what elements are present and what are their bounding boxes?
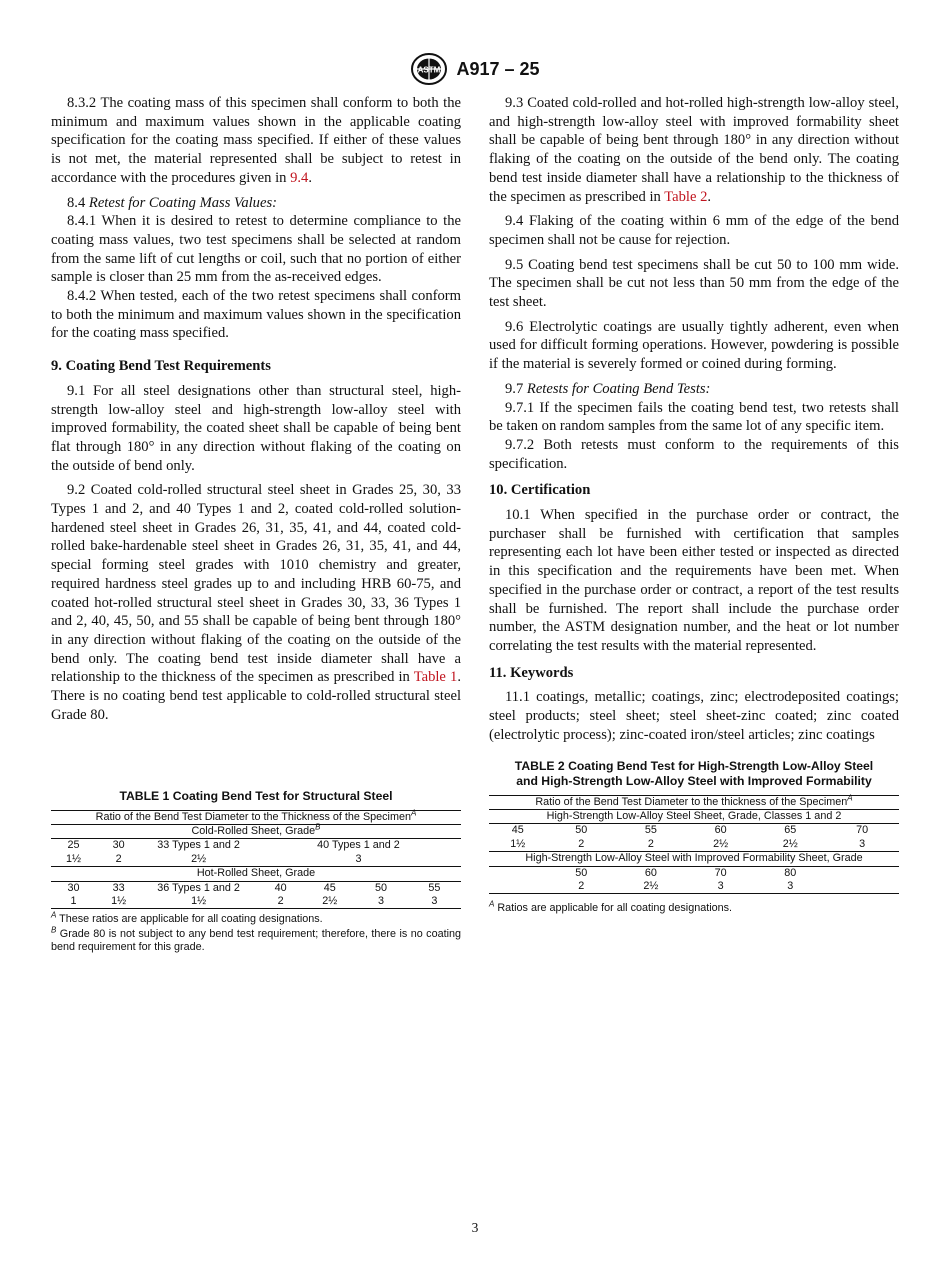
table-cell: 55: [644, 824, 657, 837]
section-heading-9: 9. Coating Bend Test Requirements: [51, 358, 271, 375]
table-cell: 50: [575, 866, 588, 879]
table-cell: 60: [644, 866, 657, 879]
table-row: [51, 895, 461, 909]
table-1: [51, 789, 461, 955]
table-cell: 2½: [305, 895, 354, 909]
table-cell: 1½: [141, 895, 256, 909]
table-cell: 80: [784, 866, 797, 879]
table-cell: 2½: [713, 837, 729, 850]
table-cell: 1: [51, 895, 96, 909]
table-cell: 45: [323, 881, 336, 894]
paragraph-10-1: 10.1 When specified in the purchase order or contract, the purchaser shall be furnished with certification that samples representing each lot have been either tested or inspected as directed in this specification and the requirements have been met. When specified in the purchase order or contract, a report of the test results shall be furnished. The report shall include the purchase order number, the ASTM designation number, and the heat or lot number correlating the test results with the material represented.: [489, 507, 899, 654]
table-cell: 36 Types 1 and 2: [157, 881, 240, 894]
page-number: 3: [471, 1220, 479, 1235]
paragraph-9-7: 9.7 Retests for Coating Bend Tests:: [505, 380, 711, 397]
paragraph-9-7-2: 9.7.2 Both retests must conform to the requirements of this specification.: [489, 436, 899, 472]
table-cell: 25: [67, 839, 80, 852]
table-2-title-line-2: and High-Strength Low-Alloy Steel with Improved Formability: [516, 773, 872, 788]
table-cell: 40 Types 1 and 2: [317, 839, 400, 852]
table-2-improved-header: High-Strength Low-Alloy Steel with Improved Formability Sheet, Grade: [489, 852, 899, 866]
paragraph-8-4-1: 8.4.1 When it is desired to retest to determine compliance to the coating mass values, two test specimens shall be selected at random from the same lift of cut lengths or coil, such that no portion of either sample is closer than 25 mm from the as-received edges.: [51, 213, 461, 286]
table-row: [51, 853, 461, 867]
table-cell: 3: [859, 837, 866, 850]
table-1-footnote-b: $^B$ Grade 80 is not subject to any bend test requirement; therefore, there is no coating bend requirement for this grade.: [51, 925, 461, 954]
section-title-8-4: Retest for Coating Mass Values:: [88, 194, 277, 211]
table-row: [51, 839, 461, 853]
table-cell: 30: [112, 839, 125, 852]
table-cell: 2: [256, 895, 305, 909]
table-row: [489, 866, 899, 880]
table-cell: [825, 866, 899, 880]
table-cell: 3: [755, 880, 825, 894]
table-cell: 2: [578, 837, 585, 850]
paragraph-9-4: 9.4 Flaking of the coating within 6 mm of the edge of the bend specimen shall not be cause for rejection.: [489, 213, 899, 248]
table-cell: 1½: [66, 852, 82, 865]
standard-designation: A917 – 25: [456, 58, 540, 79]
paragraph-9-5: 9.5 Coating bend test specimens shall be cut 50 to 100 mm wide. The specimen shall be cut not less than 50 mm from the edge of the test sheet.: [489, 256, 899, 311]
table-cell: [489, 880, 546, 894]
table-cell: 33: [112, 881, 125, 894]
table-cell: 3: [354, 895, 407, 909]
paragraph-9-2: 9.2 Coated cold-rolled structural steel sheet in Grades 25, 30, 33 Types 1 and 2, and 40 Types 1 and 2, coated cold-rolled solution-hardened steel sheet in Grades 26, 31, 35, 41, and 44, coated cold-rolled bake-hardenable steel sheet in Grades 26, 31, 35, 41, and 44, special forming steel grades with 1010 chemistry and greater, required hardness steel grades up to and including HRB 60-75, and coated hot-rolled structural steel sheet in Grades 30, 33, 36 Types 1 and 2, 40, 45, 50, and 55 shall be capable of being bent through 180° in any direction without flaking of the coating on the outside of the bend only. The coating bend test inside diameter shall have a relationship to the thickness of the specimen as prescribed in Table 1. There is no coating bend test applicable to cold-rolled structural steel Grade 80.: [51, 482, 461, 723]
right-column: [489, 94, 899, 916]
table-cell: 1½: [510, 837, 526, 850]
paragraph-8-3-2: 8.3.2 The coating mass of this specimen shall conform to both the minimum and maximum values shown in the applicable coating specification for the coating mass specified. If either of these values is not met, the material represented shall be subject to retest in accordance with the procedures given in 9.4.: [51, 95, 461, 186]
table-cell: 2: [546, 880, 616, 894]
paragraph-8-4-2: 8.4.2 When tested, each of the two retest specimens shall conform to both the minimum and maximum values shown in the specification for the coating mass specified.: [51, 288, 461, 342]
table-cell: 3: [686, 880, 756, 894]
paragraph-9-6: 9.6 Electrolytic coatings are usually tightly adherent, even when used for difficult forming operations. However, powdering is possible if the material is severely formed or coined during forming.: [489, 318, 899, 373]
table-cell: 2: [647, 837, 654, 850]
table-cell: 50: [375, 881, 388, 894]
table-2-hsla-header: High-Strength Low-Alloy Steel Sheet, Grade, Classes 1 and 2: [489, 809, 899, 823]
section-link-9-4[interactable]: 9.4: [290, 169, 309, 186]
table-cell: 33 Types 1 and 2: [157, 839, 240, 852]
left-column: [51, 94, 461, 955]
table-cell: 70: [714, 866, 727, 879]
table-cell: 2: [115, 852, 122, 865]
table-1-footnote-a: $^A$ These ratios are applicable for all coating designations.: [51, 910, 323, 926]
paragraph-9-3: 9.3 Coated cold-rolled and hot-rolled high-strength low-alloy steel, and high-strength low-alloy steel with improved formability sheet shall be capable of being bent through 180° in any direction without flaking of the coating on the outside of the bend only. The coating bend test inside diameter shall have a relationship to the thickness of the specimen as prescribed in Table 2.: [489, 95, 899, 205]
table-link-1[interactable]: Table 1: [413, 669, 458, 686]
astm-logo-icon: [410, 52, 448, 86]
table-row: [489, 824, 899, 838]
table-2-title-line-1: TABLE 2 Coating Bend Test for High-Strength Low-Alloy Steel: [514, 758, 874, 773]
table-cell: 45: [511, 824, 524, 837]
table-cell: 3: [355, 852, 362, 865]
table-cell: 1½: [96, 895, 141, 909]
table-1-cold-header: Cold-Rolled Sheet, Grade$^B$: [51, 824, 461, 838]
table-2-grid: [489, 792, 899, 895]
table-cell: 2½: [616, 880, 686, 894]
section-title-9-7: Retests for Coating Bend Tests:: [526, 380, 711, 397]
table-cell: 3: [408, 895, 461, 909]
table-1-title: TABLE 1 Coating Bend Test for Structural Steel: [119, 788, 393, 803]
table-2-footnote-a: $^A$ Ratios are applicable for all coating designations.: [489, 899, 733, 915]
paragraph-9-7-1: 9.7.1 If the specimen fails the coating bend test, two retests shall be taken on random samples from the same lot of any specific item.: [489, 399, 899, 435]
section-heading-11: 11. Keywords: [489, 664, 574, 681]
table-cell: 30: [67, 881, 80, 894]
table-cell: [825, 880, 899, 894]
table-cell: 70: [856, 824, 869, 837]
section-heading-10: 10. Certification: [489, 482, 591, 499]
table-row: [51, 881, 461, 895]
table-2: [489, 759, 899, 916]
table-link-2[interactable]: Table 2: [664, 188, 708, 205]
table-1-ratio-header: Ratio of the Bend Test Diameter to the Thickness of the Specimen$^A$: [51, 810, 461, 824]
table-1-grid: [51, 807, 461, 910]
table-cell: 2½: [782, 837, 798, 850]
table-1-hot-header: Hot-Rolled Sheet, Grade: [51, 867, 461, 881]
table-cell: 40: [274, 881, 287, 894]
paragraph-9-1: 9.1 For all steel designations other than structural steel, high-strength low-alloy steel and high-strength low-alloy steel with improved formability, the coated sheet shall be capable of being bent flat through 180° in any direction without flaking of the coating on the outside of bend only.: [51, 382, 461, 474]
page-header: [0, 52, 950, 86]
table-cell: 2½: [191, 852, 207, 865]
table-cell: [489, 866, 546, 880]
table-2-ratio-header: Ratio of the Bend Test Diameter to the thickness of the Specimen$^A$: [489, 795, 899, 809]
paragraph-11-1: 11.1 coatings, metallic; coatings, zinc; electrodeposited coatings; steel products; steel sheet; steel sheet-zinc coated; zinc coated (electrolytic process); zinc-coated iron/steel articles; zinc coatings: [489, 689, 899, 743]
table-cell: 60: [714, 824, 727, 837]
table-cell: 50: [575, 824, 588, 837]
table-cell: 55: [428, 881, 441, 894]
table-cell: 65: [784, 824, 797, 837]
table-row: [489, 880, 899, 894]
paragraph-8-4: 8.4 Retest for Coating Mass Values:: [67, 194, 277, 211]
table-row: [489, 838, 899, 852]
logo-text: ASTM: [418, 65, 441, 75]
